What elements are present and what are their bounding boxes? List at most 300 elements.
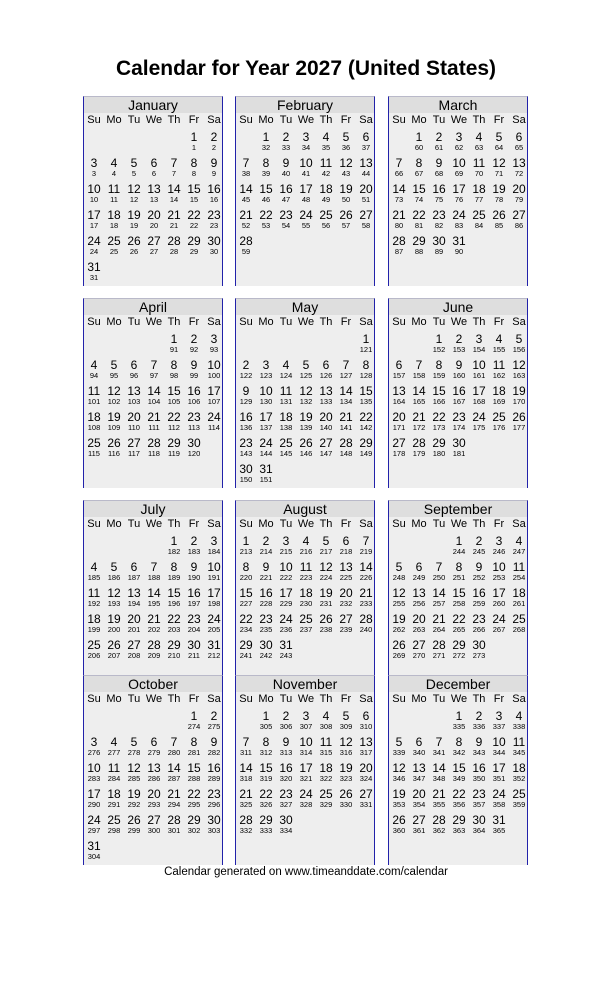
day-number: 19	[339, 761, 353, 775]
day-of-year: 346	[392, 774, 406, 783]
day-number: 29	[452, 638, 466, 652]
day-of-year: 259	[472, 599, 486, 608]
day-of-year: 157	[392, 371, 406, 380]
day-number: 27	[512, 208, 526, 222]
day-number: 19	[319, 586, 333, 600]
day-number: 17	[87, 208, 101, 222]
day-number: 11	[279, 384, 293, 398]
day-number: 31	[207, 638, 221, 652]
month-name: November	[236, 676, 374, 692]
day-of-year: 190	[187, 573, 201, 582]
month-name: September	[389, 501, 527, 517]
day-number: 11	[87, 384, 101, 398]
day-number: 12	[299, 384, 313, 398]
day-of-year: 79	[514, 195, 524, 204]
day-number: 12	[339, 156, 353, 170]
day-number: 23	[279, 787, 293, 801]
day-number: 24	[87, 234, 101, 248]
day-number: 26	[127, 234, 141, 248]
weekday-label: Th	[167, 518, 181, 530]
day-number: 27	[359, 208, 373, 222]
day-of-year: 223	[299, 573, 313, 582]
weekday-label: We	[450, 518, 468, 530]
day-number: 6	[362, 130, 370, 144]
day-of-year: 252	[472, 573, 486, 582]
day-number: 1	[262, 130, 270, 144]
day-number: 2	[455, 332, 463, 346]
month-name: April	[84, 299, 222, 315]
day-number: 23	[472, 787, 486, 801]
day-of-year: 37	[361, 143, 371, 152]
weekday-label: Fr	[493, 518, 505, 530]
day-of-year: 40	[281, 169, 291, 178]
day-of-year: 112	[168, 423, 180, 432]
day-number: 15	[167, 384, 181, 398]
day-number: 29	[452, 813, 466, 827]
day-of-year: 291	[107, 800, 121, 809]
day-number: 11	[107, 761, 121, 775]
day-of-year: 231	[319, 599, 333, 608]
day-number: 13	[127, 384, 141, 398]
day-number: 2	[210, 130, 218, 144]
day-of-year: 316	[339, 748, 353, 757]
day-number: 1	[415, 130, 423, 144]
day-number: 19	[107, 612, 121, 626]
day-of-year: 337	[492, 722, 506, 731]
day-number: 1	[190, 709, 198, 723]
day-of-year: 138	[279, 423, 293, 432]
day-of-year: 131	[279, 397, 293, 406]
weekday-label: Tu	[279, 518, 293, 530]
day-of-year: 251	[452, 573, 466, 582]
day-number: 30	[432, 234, 446, 248]
day-number: 7	[150, 358, 158, 372]
day-number: 4	[90, 358, 98, 372]
day-of-year: 215	[279, 547, 293, 556]
day-of-year: 335	[452, 722, 466, 731]
day-of-year: 317	[359, 748, 373, 757]
day-number: 30	[207, 234, 221, 248]
weekday-label: Mo	[411, 693, 427, 705]
day-of-year: 297	[87, 826, 101, 835]
day-of-year: 228	[259, 599, 273, 608]
month-september	[388, 500, 528, 690]
day-of-year: 198	[207, 599, 221, 608]
weekday-label: Mo	[258, 114, 274, 126]
weekday-label: Tu	[279, 693, 293, 705]
weekday-label: Th	[472, 518, 486, 530]
day-of-year: 312	[259, 748, 273, 757]
day-of-year: 55	[301, 221, 311, 230]
day-of-year: 163	[512, 371, 526, 380]
day-of-year: 122	[239, 371, 253, 380]
day-of-year: 210	[167, 651, 181, 660]
day-number: 20	[339, 586, 353, 600]
day-number: 28	[167, 234, 181, 248]
day-number: 23	[259, 612, 273, 626]
day-number: 8	[362, 358, 370, 372]
day-number: 5	[395, 560, 403, 574]
day-number: 21	[432, 612, 446, 626]
day-of-year: 133	[319, 397, 333, 406]
day-number: 12	[107, 384, 121, 398]
day-number: 20	[359, 182, 373, 196]
day-number: 31	[87, 260, 101, 274]
day-number: 2	[282, 130, 290, 144]
day-of-year: 127	[339, 371, 353, 380]
day-of-year: 86	[514, 221, 524, 230]
day-of-year: 175	[472, 423, 486, 432]
day-of-year: 363	[452, 826, 466, 835]
day-number: 25	[512, 612, 526, 626]
day-of-year: 87	[394, 247, 404, 256]
weekday-label: Sa	[512, 518, 526, 530]
day-of-year: 118	[148, 449, 160, 458]
day-of-year: 273	[472, 651, 486, 660]
day-number: 26	[392, 638, 406, 652]
day-of-year: 286	[147, 774, 161, 783]
day-of-year: 309	[339, 722, 353, 731]
day-of-year: 292	[127, 800, 141, 809]
day-of-year: 117	[128, 449, 140, 458]
day-of-year: 229	[279, 599, 293, 608]
day-number: 16	[207, 761, 221, 775]
day-number: 7	[150, 560, 158, 574]
day-of-year: 183	[187, 547, 201, 556]
day-number: 17	[472, 384, 486, 398]
day-number: 7	[242, 156, 250, 170]
day-of-year: 328	[299, 800, 313, 809]
day-number: 2	[475, 534, 483, 548]
day-number: 24	[492, 787, 506, 801]
day-number: 18	[299, 586, 313, 600]
day-number: 18	[492, 384, 506, 398]
day-number: 10	[299, 156, 313, 170]
day-number: 18	[319, 761, 333, 775]
day-number: 26	[492, 208, 506, 222]
day-of-year: 301	[167, 826, 181, 835]
day-number: 6	[415, 735, 423, 749]
weekday-label: Sa	[512, 114, 526, 126]
day-number: 12	[492, 156, 506, 170]
day-of-year: 357	[472, 800, 486, 809]
day-number: 23	[472, 612, 486, 626]
day-number: 6	[362, 709, 370, 723]
month-may	[235, 298, 375, 488]
day-of-year: 310	[359, 722, 373, 731]
day-number: 3	[302, 130, 310, 144]
day-number: 3	[90, 156, 98, 170]
day-number: 24	[207, 612, 221, 626]
day-number: 9	[190, 358, 198, 372]
day-number: 24	[299, 787, 313, 801]
month-july	[83, 500, 223, 690]
day-of-year: 39	[261, 169, 271, 178]
day-number: 16	[472, 761, 486, 775]
day-of-year: 300	[147, 826, 161, 835]
day-number: 18	[319, 182, 333, 196]
weekday-label: Sa	[207, 693, 221, 705]
day-of-year: 296	[207, 800, 221, 809]
day-of-year: 318	[239, 774, 253, 783]
day-number: 8	[415, 156, 423, 170]
day-of-year: 238	[319, 625, 333, 634]
day-number: 13	[412, 761, 426, 775]
day-of-year: 150	[239, 475, 253, 484]
day-number: 4	[495, 332, 503, 346]
weekday-label: Su	[87, 693, 101, 705]
day-of-year: 99	[189, 371, 199, 380]
day-of-year: 336	[472, 722, 486, 731]
day-of-year: 50	[341, 195, 351, 204]
day-number: 27	[127, 436, 141, 450]
day-number: 2	[282, 709, 290, 723]
weekday-label: Su	[392, 518, 406, 530]
day-number: 19	[492, 182, 506, 196]
day-number: 7	[342, 358, 350, 372]
day-number: 4	[515, 534, 523, 548]
day-of-year: 304	[87, 852, 101, 861]
day-number: 25	[279, 436, 293, 450]
day-of-year: 140	[319, 423, 333, 432]
day-number: 14	[147, 586, 161, 600]
day-number: 4	[110, 156, 118, 170]
month-name: January	[84, 97, 222, 113]
month-march	[388, 96, 528, 286]
day-of-year: 208	[127, 651, 141, 660]
day-number: 20	[359, 761, 373, 775]
day-number: 4	[322, 130, 330, 144]
day-number: 16	[187, 384, 201, 398]
day-of-year: 97	[149, 371, 159, 380]
day-of-year: 141	[339, 423, 353, 432]
day-of-year: 72	[514, 169, 524, 178]
day-of-year: 3	[91, 169, 97, 178]
day-of-year: 245	[472, 547, 486, 556]
day-number: 4	[302, 534, 310, 548]
day-of-year: 59	[241, 247, 251, 256]
day-of-year: 75	[434, 195, 444, 204]
day-number: 6	[150, 735, 158, 749]
day-of-year: 19	[129, 221, 139, 230]
day-number: 23	[187, 410, 201, 424]
day-of-year: 187	[127, 573, 141, 582]
day-of-year: 315	[319, 748, 333, 757]
day-number: 27	[392, 436, 406, 450]
day-of-year: 267	[492, 625, 506, 634]
day-number: 17	[207, 384, 221, 398]
day-of-year: 2	[211, 143, 217, 152]
day-number: 16	[239, 410, 253, 424]
day-of-year: 211	[188, 651, 200, 660]
day-of-year: 255	[392, 599, 406, 608]
day-number: 6	[395, 358, 403, 372]
month-june	[388, 298, 528, 488]
day-number: 16	[187, 586, 201, 600]
month-august	[235, 500, 375, 690]
day-number: 5	[395, 735, 403, 749]
day-number: 30	[239, 462, 253, 476]
day-of-year: 153	[452, 345, 466, 354]
day-number: 17	[259, 410, 273, 424]
weekday-label: Th	[472, 316, 486, 328]
day-of-year: 253	[492, 573, 506, 582]
day-of-year: 7	[171, 169, 177, 178]
weekday-label: Sa	[512, 316, 526, 328]
day-number: 21	[239, 208, 253, 222]
day-number: 16	[279, 182, 293, 196]
day-of-year: 54	[281, 221, 291, 230]
day-number: 30	[452, 436, 466, 450]
day-number: 11	[319, 156, 333, 170]
day-of-year: 206	[87, 651, 101, 660]
weekday-label: We	[450, 316, 468, 328]
day-number: 29	[187, 234, 201, 248]
day-of-year: 167	[452, 397, 466, 406]
day-number: 18	[107, 787, 121, 801]
day-of-year: 77	[474, 195, 484, 204]
day-number: 4	[110, 735, 118, 749]
day-number: 5	[515, 332, 523, 346]
day-of-year: 305	[259, 722, 273, 731]
day-number: 27	[147, 813, 161, 827]
day-number: 23	[207, 208, 221, 222]
day-of-year: 168	[472, 397, 486, 406]
day-number: 15	[259, 761, 273, 775]
day-of-year: 330	[339, 800, 353, 809]
day-of-year: 63	[474, 143, 484, 152]
day-number: 7	[362, 534, 370, 548]
day-number: 18	[107, 208, 121, 222]
day-number: 18	[512, 761, 526, 775]
day-of-year: 158	[412, 371, 426, 380]
day-number: 27	[412, 813, 426, 827]
day-number: 20	[392, 410, 406, 424]
day-number: 8	[190, 156, 198, 170]
day-number: 20	[147, 208, 161, 222]
weekday-label: Su	[239, 693, 253, 705]
day-number: 22	[359, 410, 373, 424]
day-number: 18	[87, 612, 101, 626]
day-of-year: 323	[339, 774, 353, 783]
day-of-year: 294	[167, 800, 181, 809]
weekday-label: Sa	[207, 316, 221, 328]
day-of-year: 68	[434, 169, 444, 178]
day-number: 31	[87, 839, 101, 853]
day-of-year: 69	[454, 169, 464, 178]
day-number: 18	[279, 410, 293, 424]
day-number: 15	[239, 586, 253, 600]
day-number: 17	[87, 787, 101, 801]
day-of-year: 148	[339, 449, 353, 458]
day-number: 9	[242, 384, 250, 398]
weekday-label: Fr	[493, 693, 505, 705]
day-of-year: 254	[512, 573, 526, 582]
day-of-year: 239	[339, 625, 353, 634]
day-number: 6	[130, 560, 138, 574]
month-name: May	[236, 299, 374, 315]
weekday-label: Tu	[279, 114, 293, 126]
day-of-year: 132	[299, 397, 313, 406]
weekday-label: Th	[167, 693, 181, 705]
day-of-year: 45	[241, 195, 251, 204]
day-of-year: 48	[301, 195, 311, 204]
day-number: 29	[412, 234, 426, 248]
weekday-label: Th	[167, 114, 181, 126]
day-number: 24	[492, 612, 506, 626]
weekday-label: Sa	[359, 316, 373, 328]
day-of-year: 293	[147, 800, 161, 809]
day-of-year: 205	[207, 625, 221, 634]
day-number: 25	[319, 787, 333, 801]
day-number: 26	[339, 787, 353, 801]
day-of-year: 46	[261, 195, 271, 204]
day-number: 2	[262, 534, 270, 548]
day-number: 22	[239, 612, 253, 626]
day-number: 14	[239, 182, 253, 196]
day-number: 4	[322, 709, 330, 723]
weekday-label: We	[450, 693, 468, 705]
day-number: 5	[130, 156, 138, 170]
day-of-year: 230	[299, 599, 313, 608]
weekday-label: Mo	[106, 114, 122, 126]
day-of-year: 189	[167, 573, 181, 582]
day-number: 21	[412, 410, 426, 424]
day-of-year: 179	[412, 449, 426, 458]
day-of-year: 89	[434, 247, 444, 256]
day-of-year: 105	[167, 397, 181, 406]
day-of-year: 260	[492, 599, 506, 608]
day-of-year: 94	[89, 371, 99, 380]
day-number: 21	[239, 787, 253, 801]
day-of-year: 361	[412, 826, 426, 835]
day-number: 27	[412, 638, 426, 652]
day-number: 22	[259, 787, 273, 801]
day-number: 23	[207, 787, 221, 801]
day-number: 17	[279, 586, 293, 600]
day-number: 10	[279, 560, 293, 574]
day-of-year: 236	[279, 625, 293, 634]
day-number: 18	[512, 586, 526, 600]
day-number: 24	[452, 208, 466, 222]
weekday-label: Su	[392, 114, 406, 126]
day-number: 15	[452, 761, 466, 775]
day-number: 17	[299, 761, 313, 775]
day-number: 7	[435, 735, 443, 749]
day-of-year: 1	[191, 143, 197, 152]
day-number: 30	[259, 638, 273, 652]
day-of-year: 194	[127, 599, 141, 608]
day-of-year: 240	[359, 625, 373, 634]
weekday-label: We	[145, 114, 163, 126]
day-of-year: 121	[359, 345, 373, 354]
day-number: 28	[239, 234, 253, 248]
day-of-year: 358	[492, 800, 506, 809]
day-of-year: 285	[127, 774, 141, 783]
day-number: 9	[475, 560, 483, 574]
day-of-year: 350	[472, 774, 486, 783]
day-of-year: 123	[259, 371, 273, 380]
day-of-year: 147	[319, 449, 333, 458]
day-of-year: 145	[279, 449, 293, 458]
day-of-year: 283	[87, 774, 101, 783]
day-number: 8	[170, 560, 178, 574]
day-number: 12	[392, 586, 406, 600]
day-number: 28	[432, 638, 446, 652]
day-of-year: 102	[107, 397, 121, 406]
day-of-year: 85	[494, 221, 504, 230]
day-number: 22	[452, 612, 466, 626]
